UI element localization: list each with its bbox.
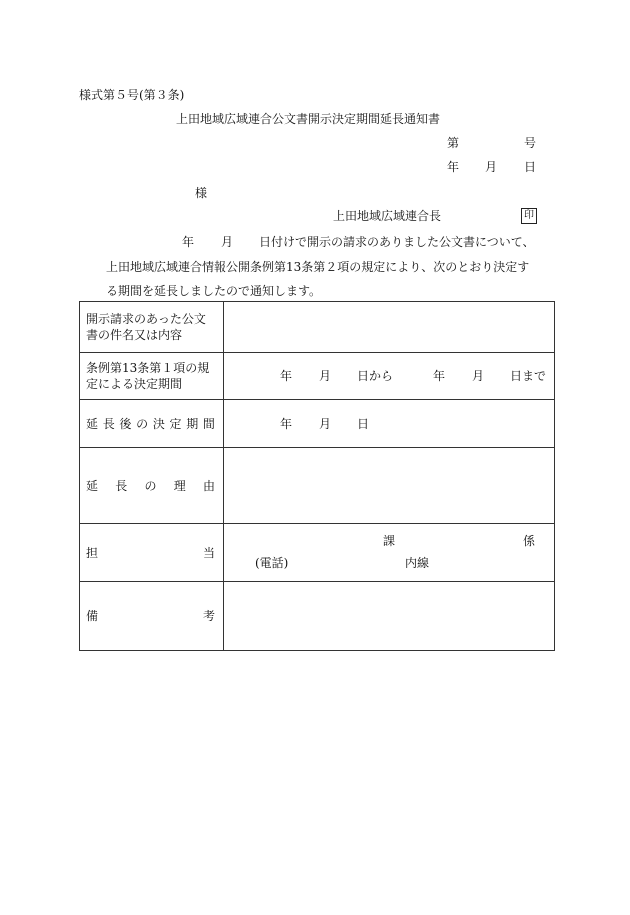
period-end-year: 年 xyxy=(433,369,446,383)
number-prefix: 第 xyxy=(447,136,460,150)
label-char: 延 xyxy=(86,416,99,431)
value-extension-reason[interactable] xyxy=(224,448,555,524)
extended-year: 年 xyxy=(280,417,293,431)
label-char: の xyxy=(136,416,149,431)
value-contact[interactable] xyxy=(224,524,555,582)
label-line: 条例第13条第１項の規 xyxy=(86,361,210,375)
row-contact xyxy=(80,524,555,582)
label-line: 開示請求のあった公文 xyxy=(86,312,206,326)
contact-subsection: 係 xyxy=(523,534,536,548)
row-extended-period xyxy=(80,400,555,448)
period-end-month: 月 xyxy=(472,369,485,383)
period-start-year: 年 xyxy=(280,369,293,383)
label-char: 間 xyxy=(202,416,215,431)
label-char: の xyxy=(144,478,157,493)
value-document-subject[interactable] xyxy=(224,302,555,353)
body-line2: 上田地域広域連合情報公開条例第13条第２項の規定により、次のとおり決定す xyxy=(106,260,530,274)
date-year: 年 xyxy=(447,160,460,174)
value-remarks[interactable] xyxy=(224,582,555,651)
body-line1-text: 日付けで開示の請求のありました公文書について、 xyxy=(259,235,535,249)
value-extended-period[interactable] xyxy=(224,400,555,448)
period-start-month: 月 xyxy=(319,369,332,383)
seal-mark xyxy=(521,208,537,224)
label-char: 当 xyxy=(202,545,215,560)
period-end-day: 日まで xyxy=(510,369,547,383)
document-title: 上田地域広域連合公文書開示決定期間延長通知書 xyxy=(176,112,441,126)
row-extension-reason xyxy=(80,448,555,524)
label-extension-reason xyxy=(80,448,224,524)
label-char: 備 xyxy=(86,609,99,623)
label-line: 定による決定期間 xyxy=(86,377,183,391)
seal-text: 印 xyxy=(524,210,534,221)
row-document-subject xyxy=(80,302,555,353)
label-extended-period xyxy=(80,400,224,448)
label-original-period xyxy=(80,353,224,400)
label-char: 延 xyxy=(86,478,99,493)
date-day: 日 xyxy=(524,160,537,174)
row-original-period xyxy=(80,353,555,400)
label-line: 書の件名又は内容 xyxy=(86,328,183,342)
form-number: 様式第５号(第３条) xyxy=(79,88,185,102)
date-month: 月 xyxy=(485,160,498,174)
body-line3: る期間を延長しましたので通知します。 xyxy=(106,284,322,298)
contact-section: 課 xyxy=(383,534,396,548)
label-char: 長 xyxy=(115,478,128,493)
body-line1-month: 月 xyxy=(221,235,234,249)
body-line1-year: 年 xyxy=(182,235,195,249)
label-char: 理 xyxy=(173,478,186,493)
extended-month: 月 xyxy=(319,417,332,431)
row-remarks xyxy=(80,582,555,651)
label-char: 後 xyxy=(119,416,132,431)
label-char: 決 xyxy=(152,416,165,431)
number-suffix: 号 xyxy=(524,136,537,150)
spread-label xyxy=(80,416,223,432)
issuer-name: 上田地域広域連合長 xyxy=(333,209,442,223)
label-contact xyxy=(80,524,224,582)
spread-label xyxy=(80,608,223,624)
contact-phone: (電話) xyxy=(255,556,289,570)
label-char: 期 xyxy=(186,416,199,431)
extended-day: 日 xyxy=(357,417,370,431)
label-document-subject xyxy=(80,302,224,353)
label-char: 由 xyxy=(202,478,215,493)
label-char: 担 xyxy=(86,545,99,560)
contact-extension: 内線 xyxy=(405,556,430,570)
label-char: 考 xyxy=(202,609,215,623)
addressee-suffix: 様 xyxy=(195,186,208,200)
label-char: 定 xyxy=(169,416,182,431)
spread-label xyxy=(80,478,223,494)
label-char: 長 xyxy=(102,416,115,431)
value-original-period[interactable] xyxy=(224,353,555,400)
label-remarks xyxy=(80,582,224,651)
extension-form-table xyxy=(79,301,555,651)
period-start-day: 日から xyxy=(357,369,394,383)
spread-label xyxy=(80,545,223,561)
